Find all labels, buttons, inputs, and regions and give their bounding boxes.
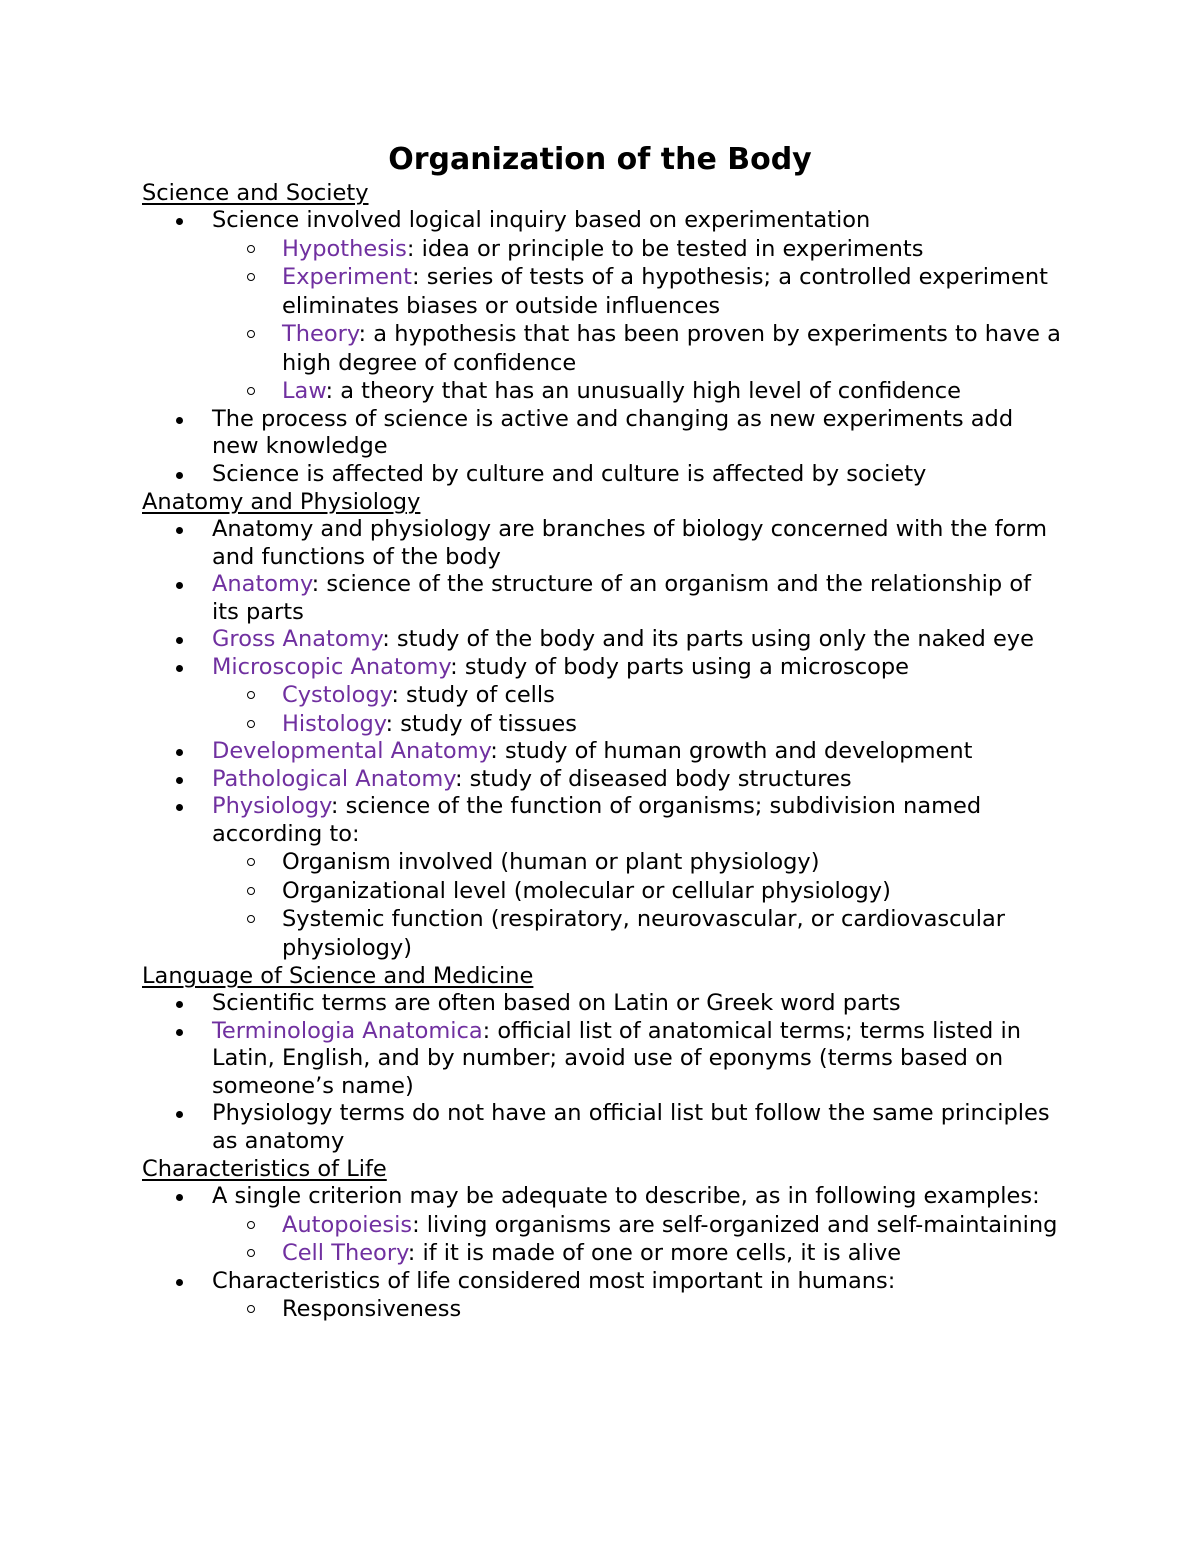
defined-term: Anatomy (212, 571, 312, 597)
sub-list-item (282, 377, 1062, 406)
item-text: The process of science is active and changing as new experiments add new knowledge (212, 405, 1014, 459)
item-text: : study of diseased body structures (454, 765, 852, 792)
sub-list-item (282, 877, 1062, 906)
bullet-list (0, 516, 1200, 962)
sub-list-item (282, 905, 1062, 962)
page-title: Organization of the Body (388, 142, 812, 177)
item-text: Organizational level (molecular or cellular physiology) (282, 877, 891, 904)
outline-section (0, 1155, 1200, 1324)
defined-term: Microscopic Anatomy (212, 653, 451, 680)
hollow-bullet-icon (247, 691, 255, 699)
sub-bullet-list (212, 1211, 1062, 1268)
outline-section (0, 179, 1200, 488)
bullet-icon (176, 1279, 183, 1286)
defined-term: Developmental Anatomy (212, 738, 491, 764)
item-text: Scientific terms are often based on Latin or Greek word parts (212, 990, 901, 1016)
defined-term: Experiment (282, 264, 413, 290)
defined-term: Hypothesis (282, 235, 407, 262)
list-item (0, 1268, 1062, 1324)
bullet-list (0, 1183, 1200, 1324)
bullet-icon (176, 417, 183, 424)
item-text: Systemic function (respiratory, neurovascular, or cardiovascular physiology) (282, 906, 1006, 961)
list-item (0, 626, 1062, 654)
defined-term: Autopoiesis (282, 1211, 413, 1238)
list-item (0, 1100, 1062, 1155)
document-body (0, 179, 1200, 1324)
sub-bullet-list (212, 681, 1062, 738)
sub-list-item (282, 848, 1062, 877)
item-text: Science involved logical inquiry based on experimentation (212, 207, 871, 233)
list-item (0, 207, 1062, 406)
item-text: : science of the function of organisms; subdivision named according to: (212, 793, 982, 847)
section-heading: Anatomy and Physiology (142, 489, 421, 515)
item-text: : idea or principle to be tested in experiments (406, 235, 924, 262)
list-item (0, 461, 1062, 489)
hollow-bullet-icon (247, 915, 255, 923)
hollow-bullet-icon (247, 1305, 255, 1313)
bullet-list (0, 990, 1200, 1155)
item-text: Characteristics of life considered most important in humans: (212, 1267, 896, 1294)
sub-bullet-list (212, 235, 1062, 406)
item-text: : official list of anatomical terms; terms listed in Latin, English, and by number; avoid use of eponyms (terms based on someone’s name) (212, 1017, 1021, 1099)
bullet-icon (176, 472, 183, 479)
list-item (0, 571, 1062, 626)
defined-term: Cystology (282, 682, 392, 708)
sub-bullet-list (212, 848, 1062, 962)
item-text: Responsiveness (282, 1296, 462, 1322)
section-heading: Characteristics of Life (142, 1156, 387, 1182)
defined-term: Cell Theory (282, 1240, 408, 1266)
bullet-icon (176, 1194, 183, 1201)
bullet-icon (176, 582, 183, 589)
list-item (0, 654, 1062, 739)
item-text: : a hypothesis that has been proven by experiments to have a high degree of confidence (282, 321, 1061, 376)
sub-list-item (282, 235, 1062, 264)
section-heading: Science and Society (142, 180, 369, 206)
list-item (0, 406, 1062, 461)
hollow-bullet-icon (247, 858, 255, 866)
list-item (0, 516, 1062, 571)
defined-term: Law (282, 378, 326, 404)
hollow-bullet-icon (247, 387, 255, 395)
item-text: : living organisms are self-organized and self-maintaining (412, 1211, 1058, 1238)
hollow-bullet-icon (247, 1221, 255, 1229)
item-text: : series of tests of a hypothesis; a controlled experiment eliminates biases or outside influences (282, 264, 1048, 319)
item-text: : study of tissues (385, 710, 577, 737)
item-text: : study of body parts using a microscope (450, 653, 909, 680)
item-text: : study of the body and its parts using only the naked eye (382, 626, 1034, 652)
bullet-icon (176, 749, 183, 756)
sub-list-item (282, 681, 1062, 710)
item-text: : if it is made of one or more cells, it is alive (407, 1240, 902, 1266)
list-item (0, 1183, 1062, 1268)
bullet-icon (176, 218, 183, 225)
list-item (0, 738, 1062, 766)
outline-section (0, 488, 1200, 962)
hollow-bullet-icon (247, 245, 255, 253)
sub-list-item (282, 263, 1062, 320)
item-text: : science of the structure of an organism and the relationship of its parts (212, 571, 1032, 625)
item-text: : study of human growth and development (490, 738, 973, 764)
bullet-icon (176, 527, 183, 534)
item-text: Science is affected by culture and culture is affected by society (212, 460, 927, 487)
defined-term: Physiology (212, 793, 331, 819)
bullet-icon (176, 665, 183, 672)
defined-term: Gross Anatomy (212, 626, 383, 652)
hollow-bullet-icon (247, 887, 255, 895)
bullet-icon (176, 637, 183, 644)
bullet-icon (176, 1029, 183, 1036)
sub-list-item (282, 710, 1062, 739)
hollow-bullet-icon (247, 273, 255, 281)
hollow-bullet-icon (247, 720, 255, 728)
bullet-icon (176, 1001, 183, 1008)
bullet-icon (176, 1111, 183, 1118)
hollow-bullet-icon (247, 1249, 255, 1257)
bullet-list (0, 207, 1200, 488)
bullet-icon (176, 777, 183, 784)
item-text: : study of cells (391, 682, 555, 708)
list-item (0, 990, 1062, 1018)
hollow-bullet-icon (247, 330, 255, 338)
item-text: A single criterion may be adequate to describe, as in following examples: (212, 1183, 1040, 1209)
list-item (0, 1018, 1062, 1101)
item-text: Physiology terms do not have an official list but follow the same principles as anatomy (212, 1100, 1050, 1154)
item-text: Organism involved (human or plant physiology) (282, 849, 820, 875)
defined-term: Histology (282, 710, 386, 737)
list-item (0, 793, 1062, 962)
sub-list-item (282, 320, 1062, 377)
sub-list-item (282, 1211, 1062, 1240)
sub-list-item (282, 1295, 1062, 1324)
section-heading: Language of Science and Medicine (142, 963, 534, 989)
sub-bullet-list (212, 1295, 1062, 1324)
item-text: : a theory that has an unusually high level of confidence (325, 378, 961, 404)
list-item (0, 766, 1062, 794)
defined-term: Pathological Anatomy (212, 765, 455, 792)
defined-term: Theory (282, 321, 359, 347)
bullet-icon (176, 804, 183, 811)
sub-list-item (282, 1239, 1062, 1268)
outline-section (0, 962, 1200, 1155)
defined-term: Terminologia Anatomica (212, 1017, 483, 1044)
item-text: Anatomy and physiology are branches of biology concerned with the form and functions of the body (212, 516, 1048, 570)
